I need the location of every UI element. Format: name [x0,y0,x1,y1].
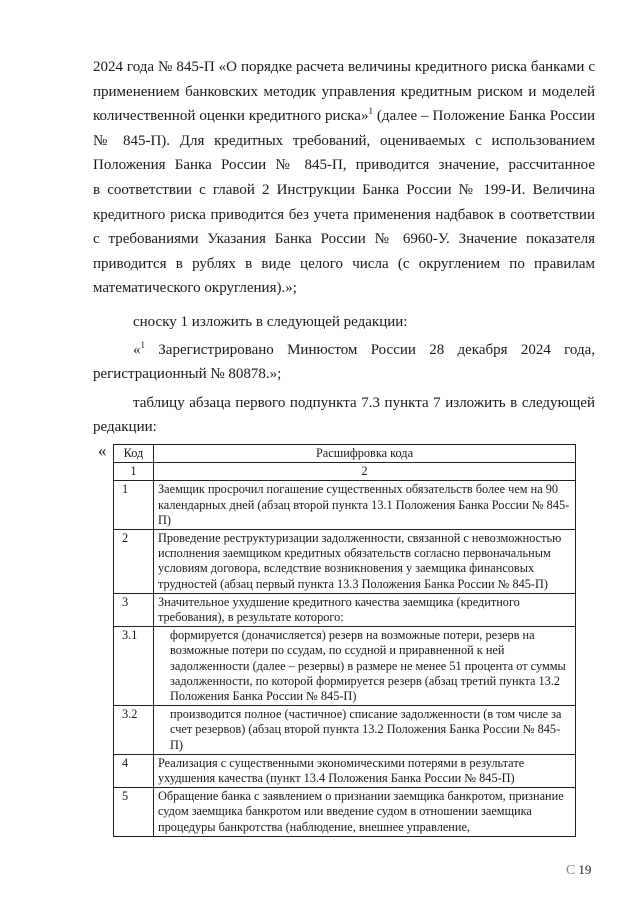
row-description: Обращение банка с заявлением о признании заемщика банкротом, признание судом заемщика банкротом или введение судом в отношении заемщика процедуры банкротства (наблюдение, внешнее управление, [154,788,576,837]
row-code: 3.1 [114,627,154,706]
p1-line-7: кредитного риска приводится без учета применения надбавок в соответствии [93,206,595,223]
p1-line-1: 2024 года № 845-П «О порядке расчета величины кредитного риска банками с [93,59,595,75]
paragraph-3 [133,338,595,363]
row-description: Проведение реструктуризации задолженности, связанной с невозможностью исполнения заемщиком кредитных обязательств согласно первоначальным условиям договора, вследствие возникновения у заемщика финансовых трудностей (абзац первый пункта 13.3 Положения Банка России № 845-П) [154,530,576,594]
p3-footnote-mark: 1 [140,340,145,350]
table-row [114,706,576,755]
p1-line-3 [93,104,595,129]
table-row [114,530,576,594]
row-code: 3.2 [114,706,154,755]
p1-line-4: № 845-П). Для кредитных требований, оцениваемых с использованием [93,132,595,149]
table-quote-open: « [98,441,107,460]
p1-line-2: применением банковских методик управления кредитным риском и моделей [93,83,595,100]
table-row [114,788,576,837]
row-code: 5 [114,788,154,837]
row-description: Значительное ухудшение кредитного качества заемщика (кредитного требования), в результате которого: [154,593,576,626]
p1-line-5: Положения Банка России № 845-П, приводится значение, рассчитанное [93,157,595,174]
column-number-1: 1 [114,463,154,481]
p4-line-1: таблицу абзаца первого подпункта 7.3 пункта 7 изложить в следующей [133,395,595,411]
row-description: формируется (доначисляется) резерв на возможные потери, резерв на возможные потери по ссудам, по ссудной и приравненной к ней задолженности (далее – резервы) в размере не менее 51 процента от суммы задолженности, по которой формируется резерв (абзац третий пункта 13.2 Положения Банка России № 845-П) [154,627,576,706]
paragraph-2: сноску 1 изложить в следующей редакции: [133,314,408,330]
row-code: 4 [114,754,154,787]
header-code: Код [114,445,154,463]
paragraph-4 [133,391,595,416]
table-row [114,754,576,787]
row-description: Реализация с существенными экономическими потерями в результате ухудшения качества (пункт 13.4 Положения Банка России № 845-П) [154,754,576,787]
table-row [114,593,576,626]
p4-line-2: редакции: [93,419,157,435]
p3-line-1 [133,338,595,363]
row-code: 1 [114,481,154,530]
row-code: 2 [114,530,154,594]
column-number-2: 2 [154,463,576,481]
page-number [566,862,591,879]
p3-line-2: регистрационный № 80878.»; [93,366,282,382]
p1-line-3-head: количественной оценки кредитного риска» [93,108,369,125]
p1-line-8: с требованиями Указания Банка России № 6960-У. Значение показателя [93,231,595,248]
p3-quote: « [133,342,141,358]
page-mark: С [566,863,576,878]
table-row [114,627,576,706]
p3-line-1-text: Зарегистрировано Минюстом России 28 декабря 2024 года, [145,342,595,358]
p1-line-9: приводится в рублях в виде целого числа (с округлением по правилам [93,255,595,272]
p1-line-10: математического округления).»; [93,280,297,297]
table-column-numbers [114,463,576,481]
header-description: Расшифровка кода [154,445,576,463]
p1-line-3-tail: (далее – Положение Банка России [372,108,595,125]
codes-table [113,444,576,837]
paragraph-1 [93,55,595,301]
row-description: производится полное (частичное) списание задолженности (в том числе за счет резервов) (абзац второй пункта 13.2 Положения Банка России № 845-П) [154,706,576,755]
p1-line-6: в соответствии с главой 2 Инструкции Банка России № 199-И. Величина [93,181,595,198]
row-code: 3 [114,593,154,626]
table-row [114,481,576,530]
page-number-value: 19 [578,862,592,877]
footnote-mark: 1 [368,106,373,117]
row-description: Заемщик просрочил погашение существенных обязательств более чем на 90 календарных дней (абзац второй пункта 13.1 Положения Банка России № 845-П) [154,481,576,530]
table-header-row [114,445,576,463]
